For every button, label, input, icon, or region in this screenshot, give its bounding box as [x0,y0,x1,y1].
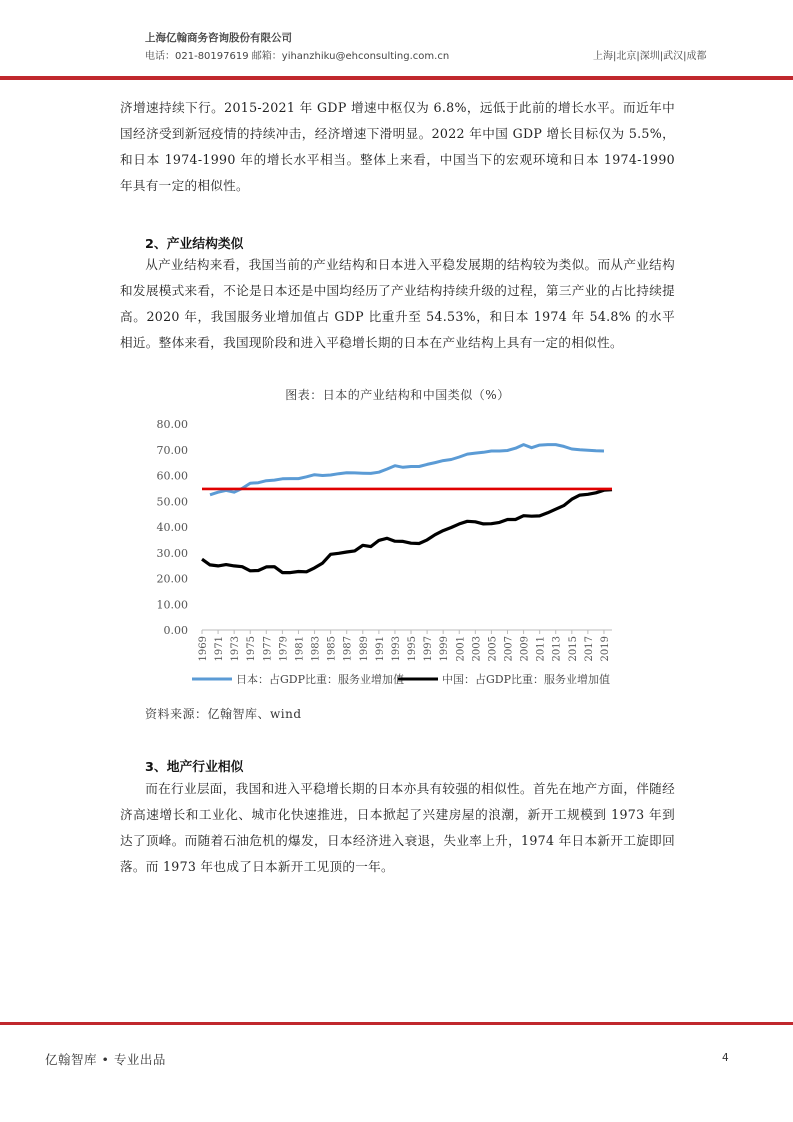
y-tick-label: 30.00 [156,546,188,560]
x-tick-label: 2009 [519,636,531,662]
x-tick-label: 1971 [214,636,226,662]
y-axis-ticks [157,418,189,637]
x-tick-label: 2017 [583,636,595,662]
y-tick-label: 80.00 [156,418,188,431]
y-tick-label: 20.00 [156,572,188,586]
legend-label: 中国：占GDP比重：服务业增加值 [442,673,611,686]
x-tick-label: 2019 [599,636,611,662]
x-tick-label: 2011 [535,636,547,662]
x-tick-label: 2013 [551,636,563,662]
series-lines [202,445,612,573]
x-tick-label: 1991 [374,636,386,662]
x-tick-label: 1977 [262,636,274,662]
x-tick-label: 2005 [487,636,499,662]
contact-info: 电话：021-80197619 邮箱：yihanzhiku@ehconsulting.com.cn [145,51,450,62]
data-source: 资料来源：亿翰智库、wind [145,707,302,721]
x-tick-label: 2007 [503,636,515,662]
y-tick-label: 10.00 [156,598,188,612]
x-tick-label: 1987 [342,636,354,662]
x-tick-label: 1997 [423,636,435,662]
section-heading-industry-structure: 2、产业结构类似 [145,237,244,252]
page-number: 4 [722,1052,729,1064]
footer-brand: 亿翰智库 • 专业出品 [45,1052,166,1067]
y-tick-label: 50.00 [156,495,188,509]
x-tick-label: 2001 [455,636,467,662]
x-tick-label: 1973 [230,636,242,662]
x-tick-label: 1999 [439,636,451,662]
office-cities: 上海|北京|深圳|武汉|成都 [593,51,707,62]
service-share-chart [140,412,650,697]
x-tick-label: 1979 [278,636,290,662]
y-tick-label: 0.00 [163,624,188,637]
x-tick-label: 2015 [567,636,579,662]
x-tick-label: 1985 [326,636,338,662]
section-heading-real-estate: 3、地产行业相似 [145,760,244,775]
paragraph-macro: 济增速持续下行。2015-2021 年 GDP 增速中枢仅为 6.8%，远低于此前的增长水平。而近年中国经济受到新冠疫情的持续冲击，经济增速下滑明显。2022 年中国 GDP 增长目标仅为 5.5%，和日本 1974-1990 年的增长水平相当。整体上来看，中国当下的宏观环境和日本 1974-1990 年具有一定的相似性。 [120,100,675,193]
x-tick-label: 2003 [471,636,483,662]
x-tick-label: 1969 [198,636,209,662]
y-tick-label: 60.00 [156,469,188,483]
x-axis-ticks [198,630,611,661]
figure-title: 图表：日本的产业结构和中国类似（%） [285,388,510,402]
footer-divider [0,1022,793,1025]
x-tick-label: 1989 [358,636,370,662]
x-tick-label: 1981 [294,636,306,662]
legend-label: 日本：占GDP比重：服务业增加值 [236,673,405,686]
header-divider [0,76,793,80]
y-tick-label: 70.00 [156,443,188,457]
x-tick-label: 1975 [246,636,258,662]
chart-legend [192,672,610,686]
paragraph-industry-structure: 从产业结构来看，我国当前的产业结构和日本进入平稳发展期的结构较为类似。而从产业结构和发展模式来看，不论是日本还是中国均经历了产业结构持续升级的过程，第三产业的占比持续提高。2020 年，我国服务业增加值占 GDP 比重升至 54.53%，和日本 1974 年 54.8% 的水平相近。整体来看，我国现阶段和进入平稳增长期的日本在产业结构上具有一定的相似性。 [120,257,675,350]
japan-series-line [210,445,604,495]
y-tick-label: 40.00 [156,521,188,534]
x-tick-label: 1983 [310,636,322,662]
company-name: 上海亿翰商务咨询股份有限公司 [145,32,292,44]
paragraph-real-estate: 而在行业层面，我国和进入平稳增长期的日本亦具有较强的相似性。首先在地产方面，伴随经济高速增长和工业化、城市化快速推进，日本掀起了兴建房屋的浪潮，新开工规模到 1973 年到达了顶峰。而随着石油危机的爆发，日本经济进入衰退，失业率上升，1974 年日本新开工旋即回落。而 1973 年也成了日本新开工见顶的一年。 [120,781,675,874]
x-tick-label: 1993 [390,636,402,662]
china-series-line [202,490,612,573]
x-tick-label: 1995 [407,636,419,662]
